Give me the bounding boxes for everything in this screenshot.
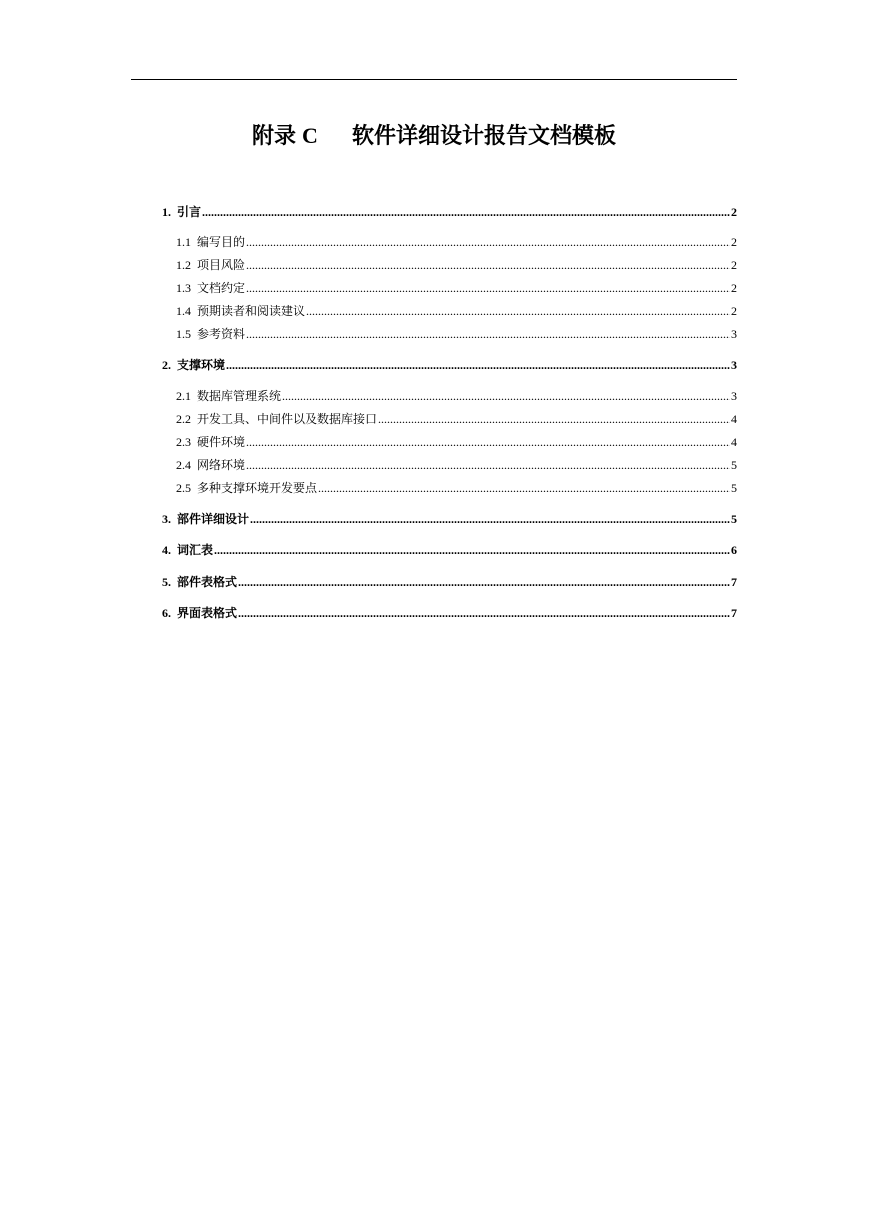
toc-text: 网络环境: [197, 458, 246, 472]
toc-page: 3: [731, 358, 737, 372]
toc-page: 3: [731, 327, 737, 341]
toc-text: 硬件环境: [197, 435, 246, 449]
header-rule: [131, 79, 737, 80]
toc-leader: [246, 233, 730, 251]
toc-entry[interactable]: [176, 479, 737, 497]
toc-leader: [318, 479, 730, 497]
toc-leader: [238, 573, 730, 591]
toc-number: 2.: [162, 358, 171, 372]
title-code: C: [302, 123, 318, 148]
toc-leader: [214, 541, 730, 559]
toc-page: 5: [731, 481, 737, 495]
toc-number: 1.4: [176, 304, 191, 318]
toc-page: 5: [731, 458, 737, 472]
toc-leader: [226, 356, 730, 374]
toc-number: 3.: [162, 512, 171, 526]
toc-text: 引言: [177, 205, 202, 219]
toc-page: 2: [731, 304, 737, 318]
toc-number: 2.1: [176, 389, 191, 403]
toc-entry[interactable]: [176, 256, 737, 274]
toc-text: 预期读者和阅读建议: [197, 304, 306, 318]
toc-number: 1.2: [176, 258, 191, 272]
toc-entry[interactable]: [176, 456, 737, 474]
toc-number: 1.5: [176, 327, 191, 341]
toc-page: 4: [731, 412, 737, 426]
toc-text: 支撑环境: [177, 358, 226, 372]
toc-number: 1.3: [176, 281, 191, 295]
toc-page: 6: [731, 543, 737, 557]
toc-page: 7: [731, 575, 737, 589]
page-title: [131, 118, 737, 154]
toc-entry[interactable]: [176, 233, 737, 251]
toc-text: 数据库管理系统: [197, 389, 282, 403]
toc-leader: [246, 279, 730, 297]
toc-entry[interactable]: [176, 410, 737, 428]
toc-leader: [250, 510, 730, 528]
toc-page: 3: [731, 389, 737, 403]
toc-number: 6.: [162, 606, 171, 620]
toc-leader: [246, 256, 730, 274]
toc-text: 编写目的: [197, 235, 246, 249]
toc-entry[interactable]: [162, 573, 737, 591]
title-prefix: 附录: [252, 123, 297, 148]
toc-page: 5: [731, 512, 737, 526]
toc-leader: [246, 433, 730, 451]
toc-leader: [246, 325, 730, 343]
toc-leader: [378, 410, 730, 428]
toc-page: 2: [731, 281, 737, 295]
toc-text: 部件详细设计: [177, 512, 250, 526]
toc-number: 1.1: [176, 235, 191, 249]
toc-entry[interactable]: [162, 541, 737, 559]
toc-page: 4: [731, 435, 737, 449]
toc-text: 界面表格式: [177, 606, 238, 620]
toc-number: 1.: [162, 205, 171, 219]
toc-number: 4.: [162, 543, 171, 557]
toc-page: 2: [731, 205, 737, 219]
toc-text: 项目风险: [197, 258, 246, 272]
toc-text: 多种支撑环境开发要点: [197, 481, 318, 495]
toc-entry[interactable]: [162, 510, 737, 528]
toc-leader: [246, 456, 730, 474]
toc-entry[interactable]: [162, 203, 737, 221]
toc-entry[interactable]: [162, 356, 737, 374]
toc-leader: [306, 302, 730, 320]
toc-number: 2.2: [176, 412, 191, 426]
toc-number: 2.4: [176, 458, 191, 472]
toc-leader: [282, 387, 730, 405]
toc-text: 参考资料: [197, 327, 246, 341]
toc-entry[interactable]: [162, 604, 737, 622]
toc-text: 词汇表: [177, 543, 214, 557]
toc-text: 开发工具、中间件以及数据库接口: [197, 412, 378, 426]
toc-number: 2.5: [176, 481, 191, 495]
toc-number: 2.3: [176, 435, 191, 449]
toc-entry[interactable]: [176, 387, 737, 405]
toc-entry[interactable]: [176, 279, 737, 297]
title-main: 软件详细设计报告文档模板: [351, 123, 616, 148]
toc-entry[interactable]: [176, 433, 737, 451]
toc-entry[interactable]: [176, 325, 737, 343]
toc-page: 2: [731, 235, 737, 249]
toc-page: 7: [731, 606, 737, 620]
toc-entry[interactable]: [176, 302, 737, 320]
toc-page: 2: [731, 258, 737, 272]
toc-text: 部件表格式: [177, 575, 238, 589]
toc-leader: [202, 203, 730, 221]
toc-text: 文档约定: [197, 281, 246, 295]
toc-number: 5.: [162, 575, 171, 589]
toc-leader: [238, 604, 730, 622]
